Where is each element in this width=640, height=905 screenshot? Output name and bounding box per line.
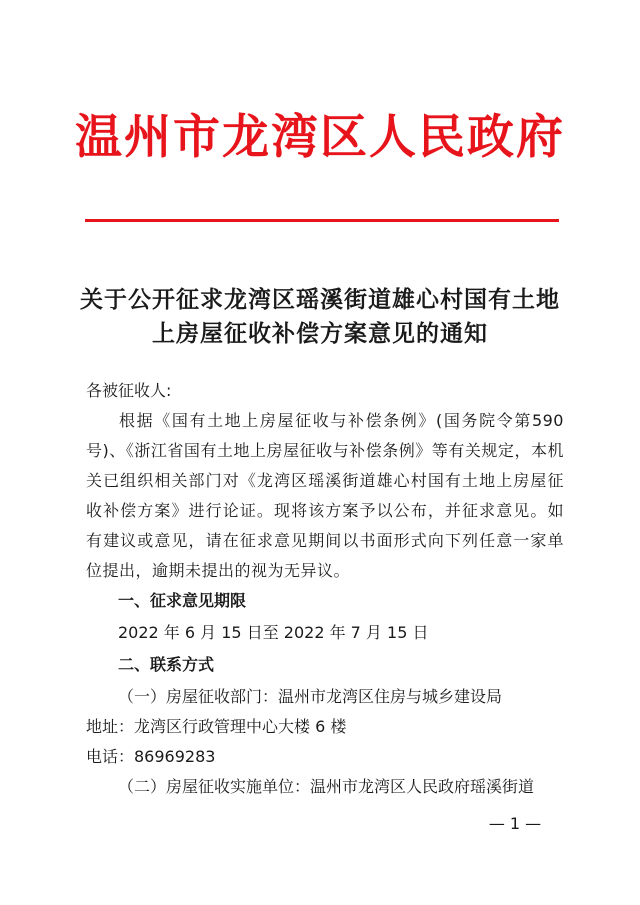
section-heading-period: 一、征求意见期限 [118,591,247,610]
section-heading-contact: 二、联系方式 [118,655,215,674]
contact-department: （一）房屋征收部门：温州市龙湾区住房与城乡建设局 [118,687,503,706]
red-divider [85,219,559,222]
contact-implementing-unit: （二）房屋征收实施单位：温州市龙湾区人民政府瑶溪街道 [118,777,535,796]
contact-phone: 电话：86969283 [86,747,216,766]
contact-address: 地址：龙湾区行政管理中心大楼 6 楼 [86,717,347,736]
consultation-period: 2022 年 6 月 15 日至 2022 年 7 月 15 日 [118,623,429,642]
title-line-1: 关于公开征求龙湾区瑶溪街道雄心村国有土地 [80,286,560,313]
page-number: — 1 — [488,814,542,833]
document-title [60,283,580,351]
issuer-header: 温州市龙湾区人民政府 [75,110,565,165]
body-paragraph: 根据《国有土地上房屋征收与补偿条例》(国务院令第590号)、《浙江省国有土地上房屋征收与补偿条例》等有关规定，本机关已组织相关部门对《龙湾区瑶溪街道雄心村国有土地上房屋征收补偿方案》进行论证。现将该方案予以公布，并征求意见。如有建议或意见，请在征求意见期间以书面形式向下列任意一家单位提出，逾期未提出的视为无异议。 [86,411,564,580]
title-line-2: 上房屋征收补偿方案意见的通知 [152,320,488,347]
salutation: 各被征收人: [86,381,172,400]
